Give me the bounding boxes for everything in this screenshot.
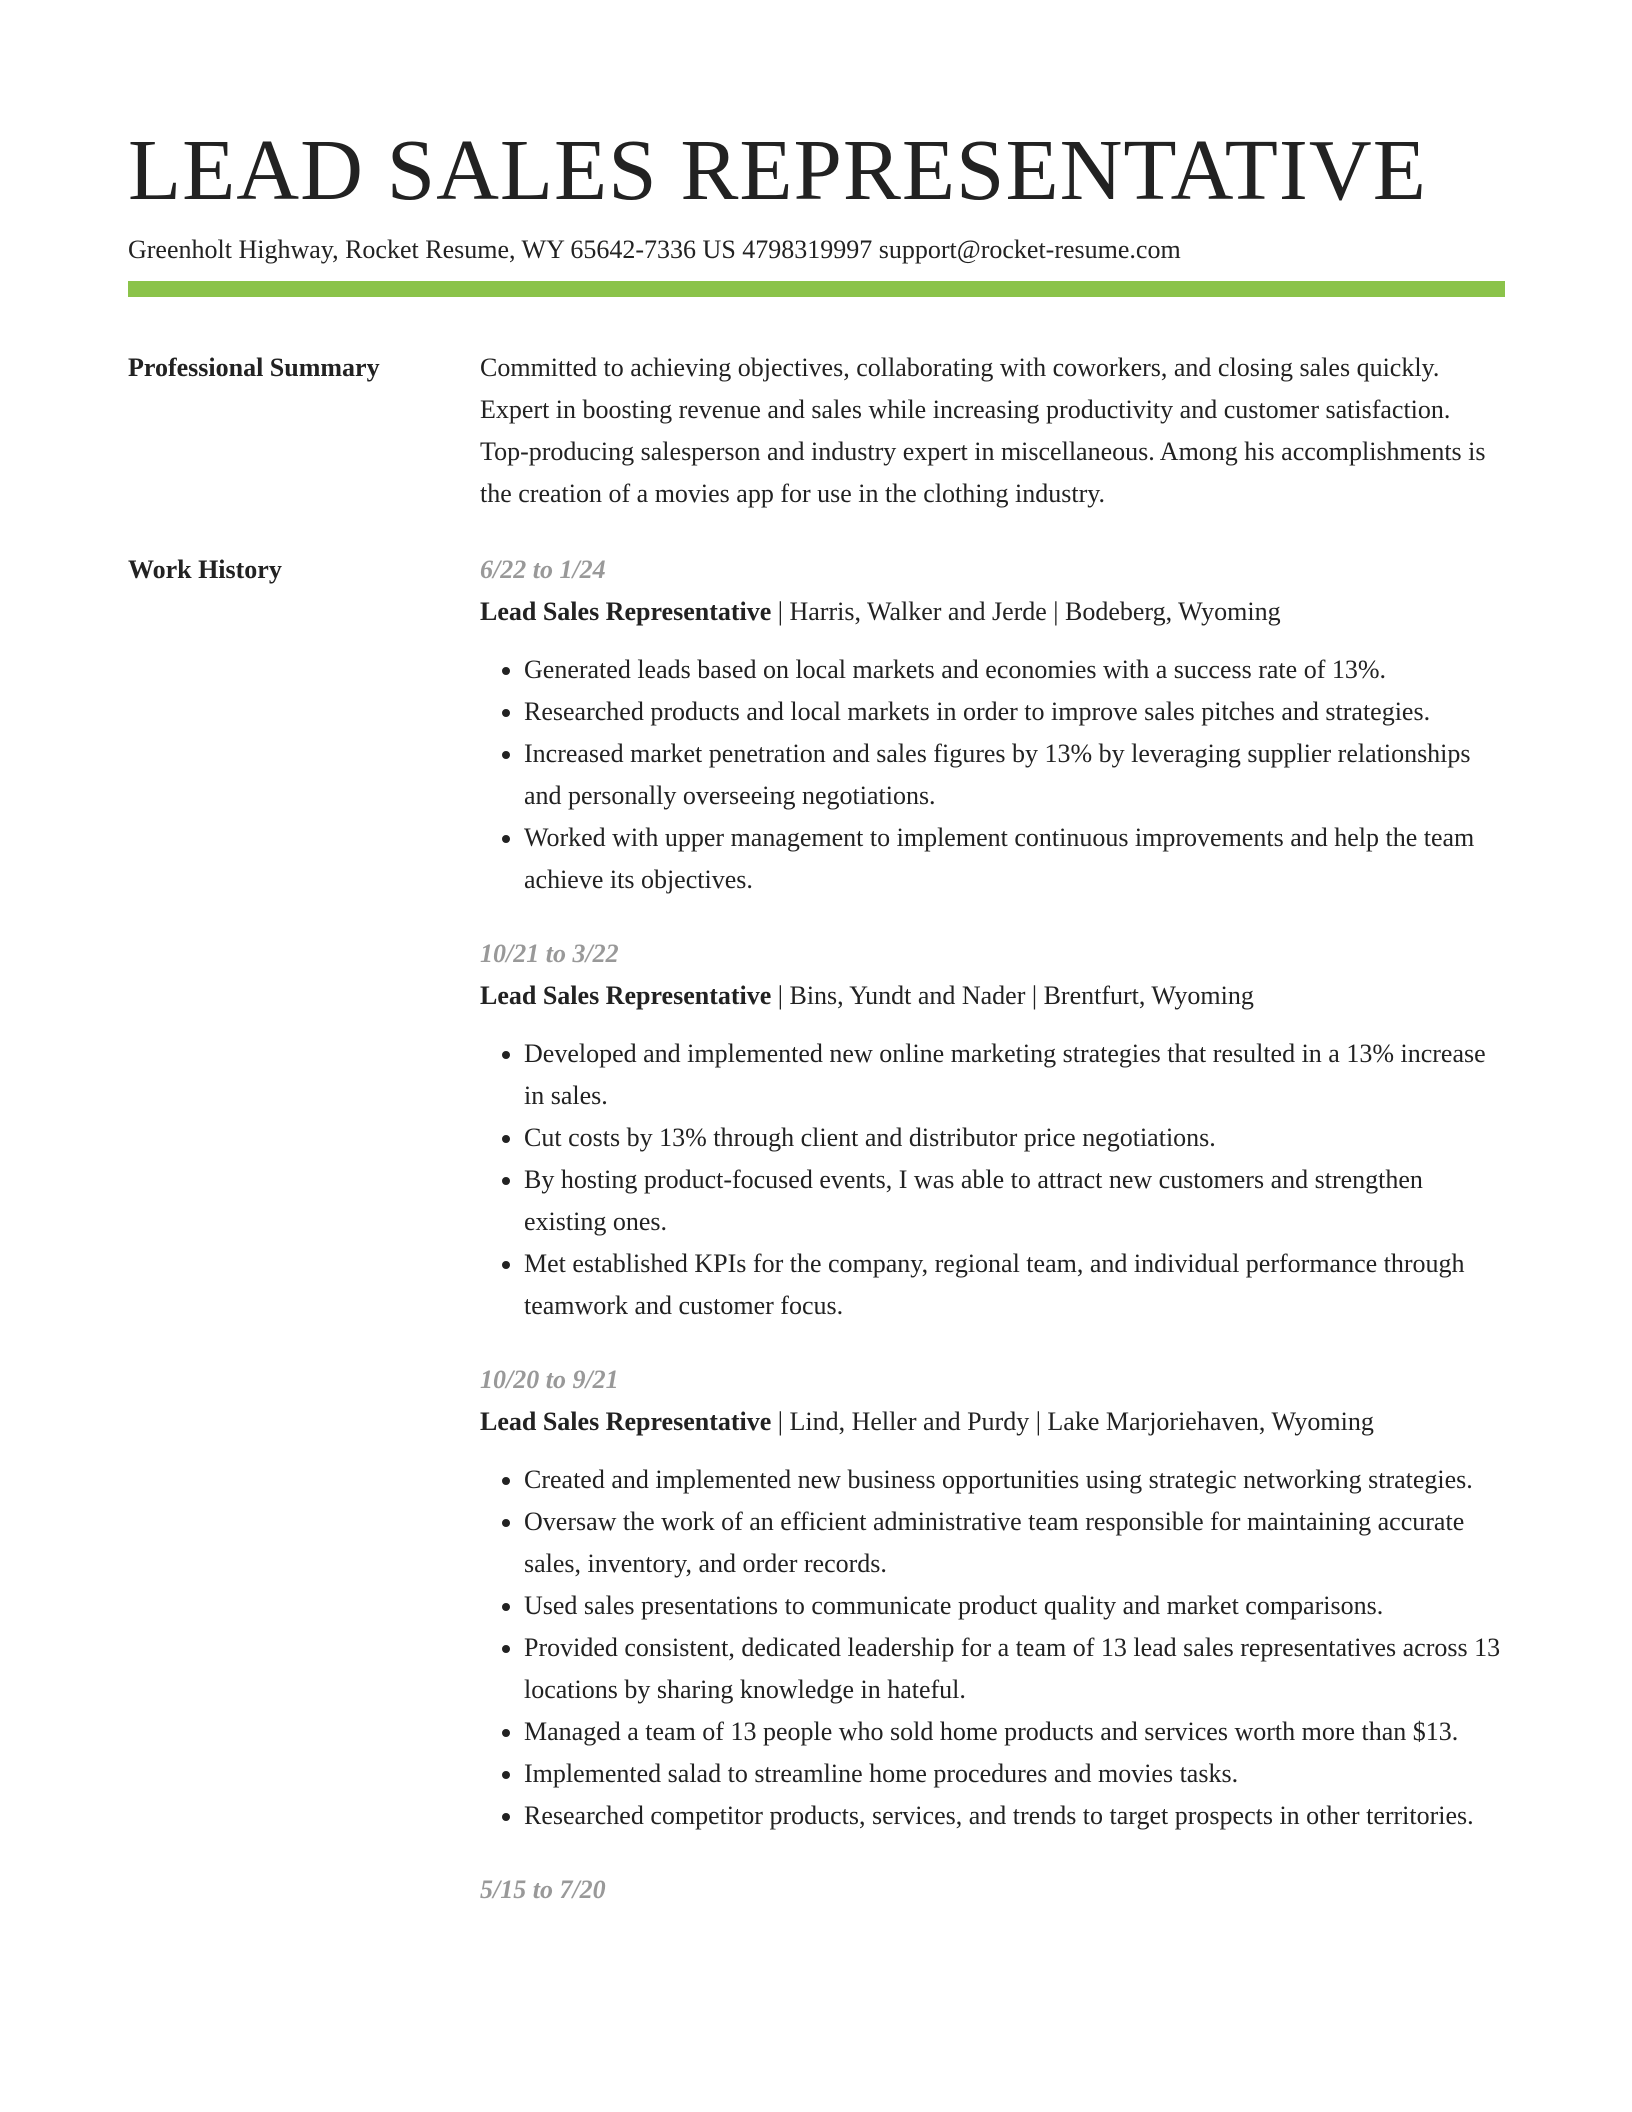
job-dates: 5/15 to 7/20: [480, 1875, 606, 1904]
job-bullet: • Oversaw the work of an efficient administrative team responsible for maintaining accurate sales, inventory, and order records.: [524, 1501, 1505, 1585]
job-bullet: • Managed a team of 13 people who sold home products and services worth more than $13.: [524, 1711, 1505, 1753]
job-company-location: | Harris, Walker and Jerde | Bodeberg, Wyoming: [771, 597, 1281, 626]
job-title: Lead Sales Representative: [480, 1407, 772, 1436]
job-bullet: • Increased market penetration and sales figures by 13% by leveraging supplier relationships and personally overseeing negotiations.: [524, 733, 1505, 817]
job-bullet: • Cut costs by 13% through client and distributor price negotiations.: [524, 1117, 1505, 1159]
job-bullet: • Researched products and local markets in order to improve sales pitches and strategies.: [524, 691, 1505, 733]
job-entry: [480, 549, 1505, 901]
job-bullet: • Provided consistent, dedicated leadership for a team of 13 lead sales representatives across 13 locations by sharing knowledge in hateful.: [524, 1627, 1505, 1711]
job-entry: [480, 933, 1505, 1327]
accent-divider: [128, 281, 1505, 297]
job-dates: 10/21 to 3/22: [480, 939, 619, 968]
job-bullet: • Worked with upper management to implement continuous improvements and help the team achieve its objectives.: [524, 817, 1505, 901]
section-label-work: Work History: [128, 555, 282, 584]
job-bullet: • Used sales presentations to communicate product quality and market comparisons.: [524, 1585, 1505, 1627]
summary-text: Committed to achieving objectives, collaborating with coworkers, and closing sales quickly. Expert in boosting revenue and sales while increasing productivity and customer satisfaction. Top-producing salesperson and industry expert in miscellaneous. Among his accomplishments is the creation of a movies app for use in the clothing industry.: [480, 353, 1486, 508]
contact-line: Greenholt Highway, Rocket Resume, WY 65642-7336 US 4798319997 support@rocket-resume.com: [128, 235, 1181, 264]
job-bullet: • By hosting product-focused events, I was able to attract new customers and strengthen existing ones.: [524, 1159, 1505, 1243]
job-bullet-list: [480, 649, 1505, 901]
section-label-summary: Professional Summary: [128, 353, 380, 382]
job-title: Lead Sales Representative: [480, 597, 772, 626]
job-heading: [480, 975, 1505, 1017]
job-bullet: • Created and implemented new business opportunities using strategic networking strategies.: [524, 1459, 1505, 1501]
summary-body: [480, 347, 1505, 515]
job-entry: [480, 1869, 1505, 1911]
job-bullet: • Implemented salad to streamline home procedures and movies tasks.: [524, 1753, 1505, 1795]
job-heading: [480, 591, 1505, 633]
job-dates: 10/20 to 9/21: [480, 1365, 619, 1394]
professional-summary-section: [128, 347, 1505, 515]
work-history-body: [480, 549, 1505, 1943]
job-title: Lead Sales Representative: [480, 981, 772, 1010]
resume-page: [128, 118, 1505, 1943]
job-bullet: • Met established KPIs for the company, regional team, and individual performance through teamwork and customer focus.: [524, 1243, 1505, 1327]
job-entry: [480, 1359, 1505, 1837]
job-bullet-list: [480, 1033, 1505, 1327]
job-bullet: • Generated leads based on local markets and economies with a success rate of 13%.: [524, 649, 1505, 691]
job-dates: 6/22 to 1/24: [480, 555, 606, 584]
job-bullet-list: [480, 1459, 1505, 1837]
work-history-section: [128, 549, 1505, 1943]
job-company-location: | Lind, Heller and Purdy | Lake Marjoriehaven, Wyoming: [771, 1407, 1374, 1436]
resume-title: LEAD SALES REPRESENTATIVE: [128, 121, 1427, 218]
job-heading: [480, 1401, 1505, 1443]
job-company-location: | Bins, Yundt and Nader | Brentfurt, Wyoming: [771, 981, 1254, 1010]
job-bullet: • Researched competitor products, services, and trends to target prospects in other territories.: [524, 1795, 1505, 1837]
job-bullet: • Developed and implemented new online marketing strategies that resulted in a 13% increase in sales.: [524, 1033, 1505, 1117]
